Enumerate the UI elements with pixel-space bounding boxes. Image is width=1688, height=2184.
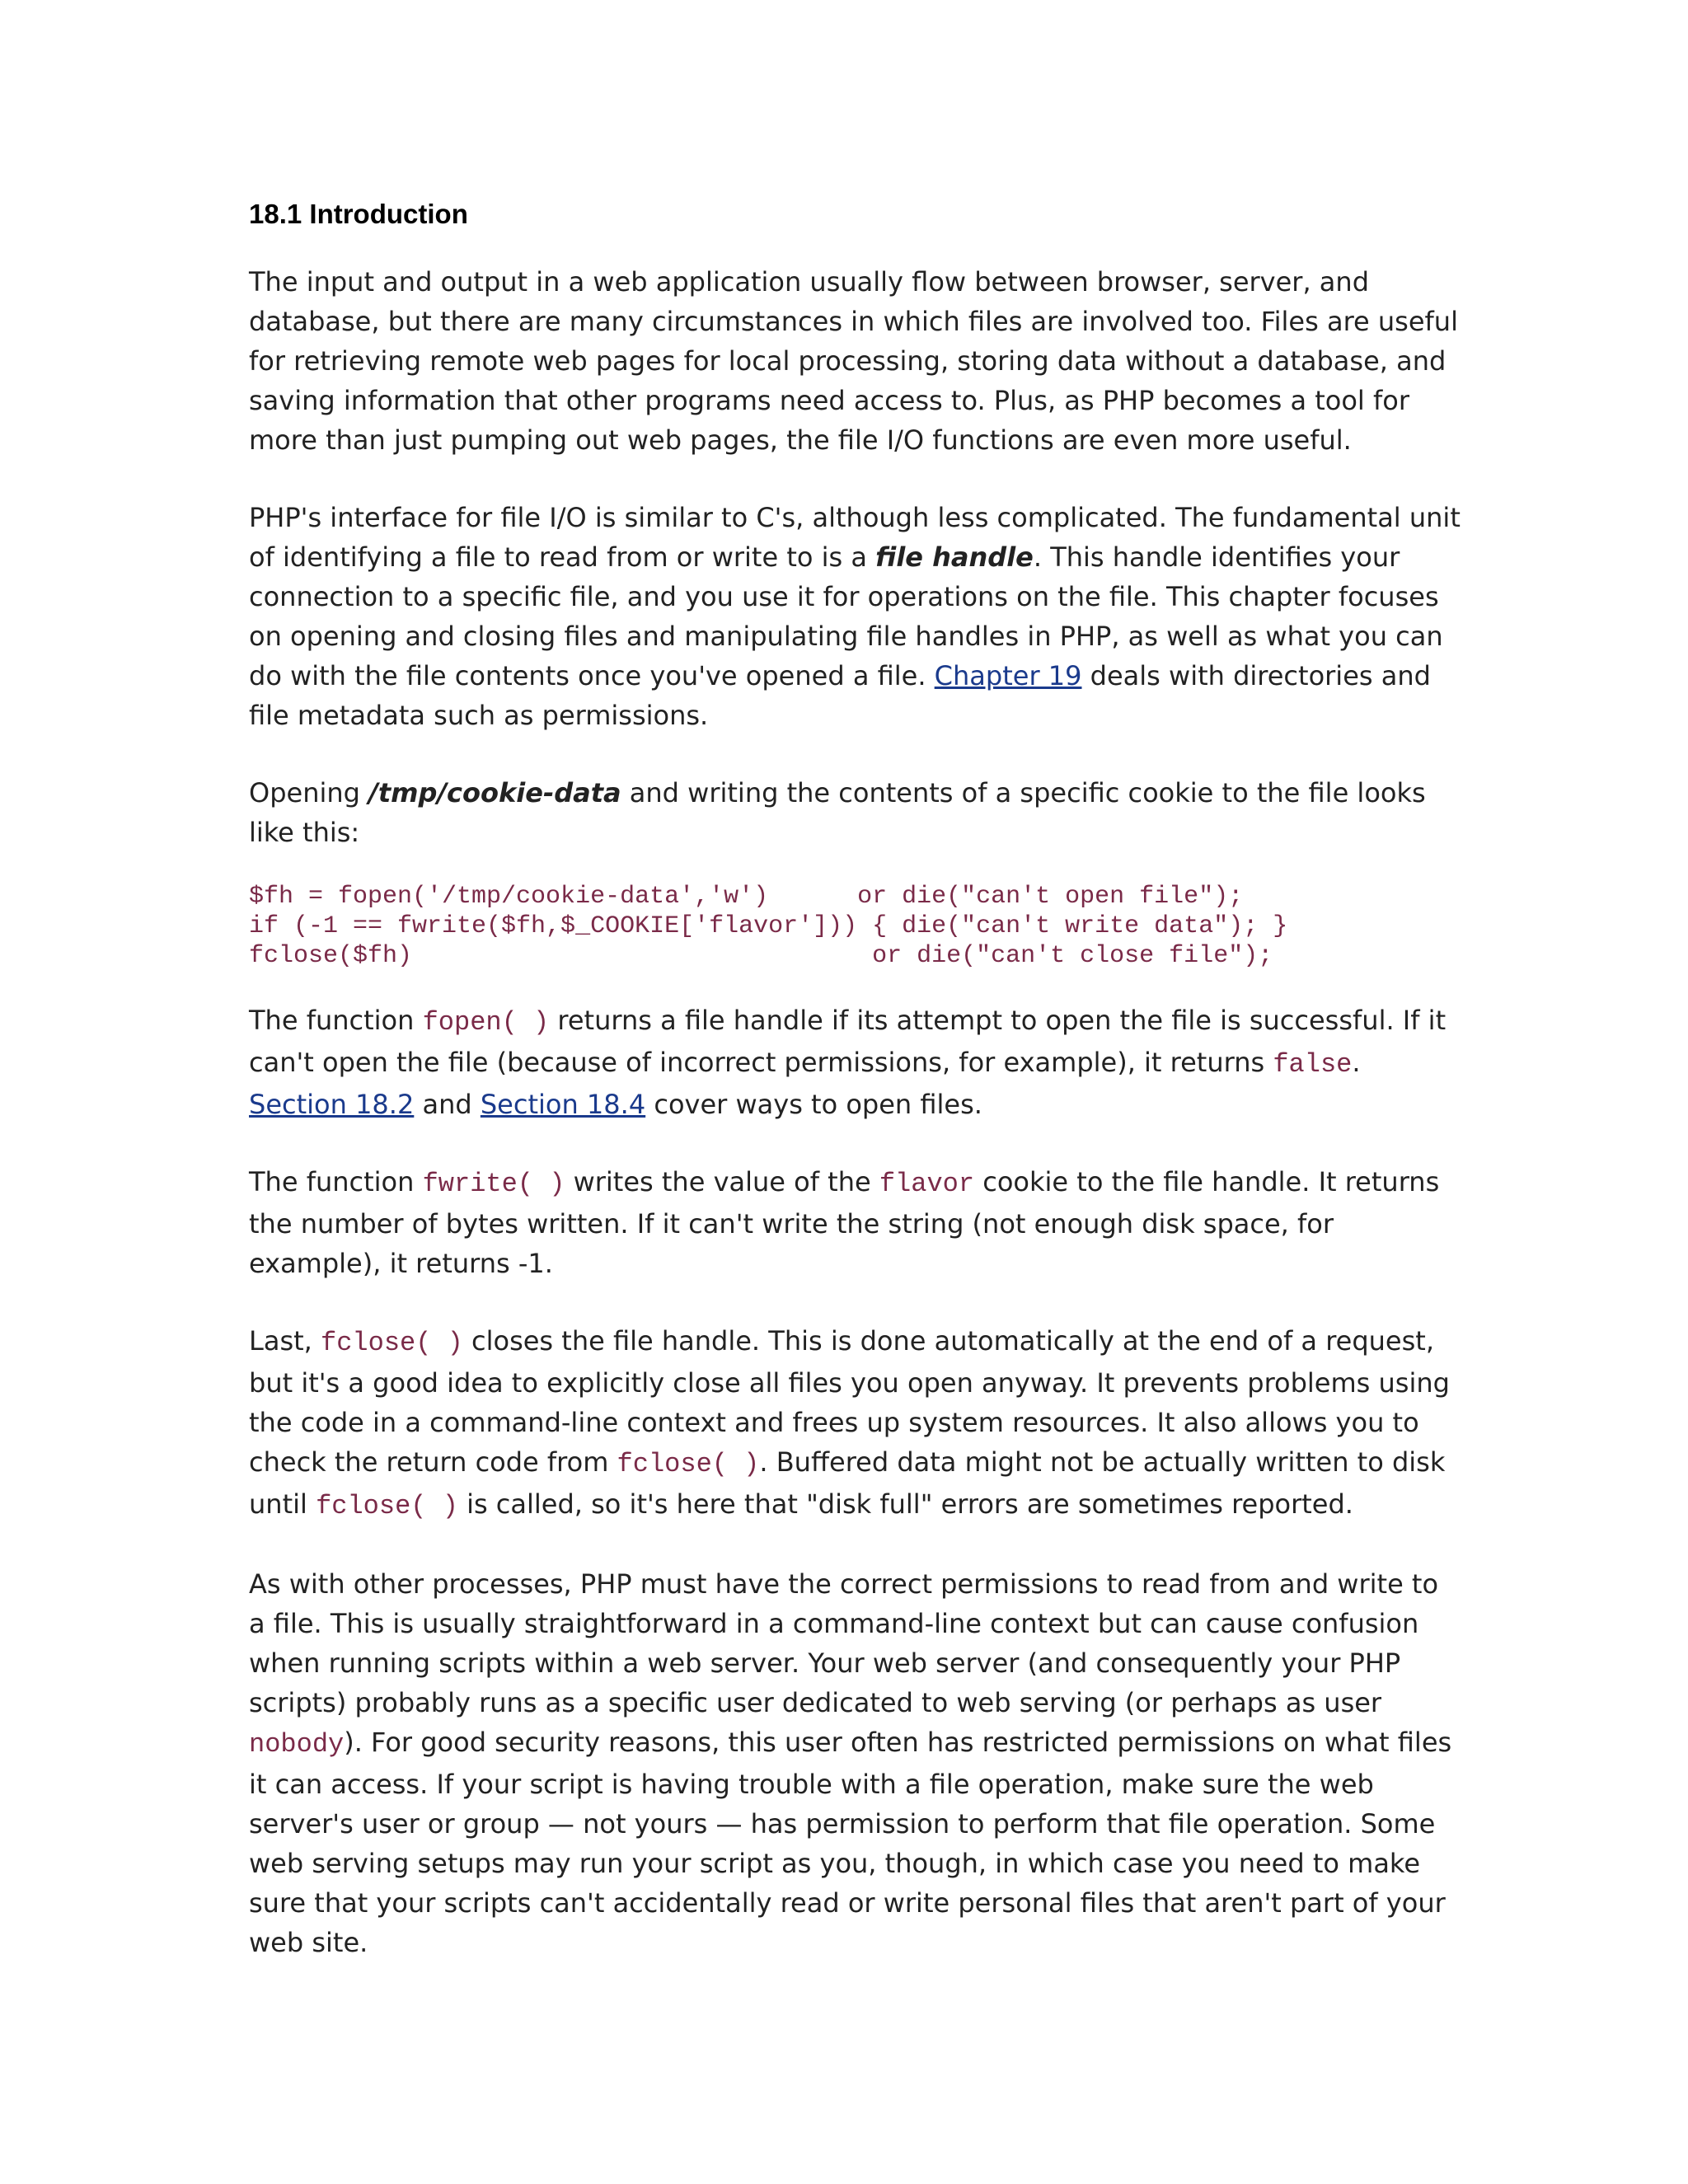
paragraph-file-handle [249,498,1461,735]
text: returns a file handle if its attempt to open the file is successful. If it can't open the file (because of incorrect permissions, for example), it returns [249,1005,1447,1078]
text: . [1352,1047,1361,1078]
paragraph-opening [249,773,1461,852]
code-line: if (-1 == fwrite($fh,$_COOKIE['flavor'])) { die("can't write data"); } [249,912,1288,940]
paragraph-permissions [249,1564,1461,1962]
code-fwrite: fwrite( ) [422,1169,565,1199]
document-page [249,196,1461,2000]
paragraph-fclose [249,1321,1461,1526]
text: and writing the contents of a specific cookie to the file looks like this: [249,777,1426,848]
code-fopen: fopen( ) [422,1007,550,1038]
text: is called, so it's here that "disk full" errors are sometimes reported. [457,1488,1353,1520]
code-fclose: fclose( ) [321,1328,463,1358]
paragraph-fopen [249,1001,1461,1124]
text: Last, [249,1325,321,1357]
paragraph-fwrite [249,1162,1461,1283]
text: closes the file handle. This is done automatically at the end of a request, but it's a good idea to explicitly close all files you open anyway. It prevents problems using the code in a command-line context and frees up system resources. It also allows you to check the return code from [249,1325,1450,1478]
text: deals with directories and file metadata such as permissions. [249,660,1431,731]
text: and [414,1089,481,1120]
text: cookie to the file handle. It returns the number of bytes written. If it can't write the string (not enough disk space, for example), it returns -1. [249,1166,1440,1279]
link-section-18-2[interactable]: Section 18.2 [249,1089,415,1120]
code-line: fclose($fh) or die("can't close file"); [249,942,1273,970]
path-tmp-cookie-data: /tmp/cookie-data [368,777,621,808]
text: . This handle identifies your connection to a specific file, and you use it for operations on the file. This chapter focuses on opening and closing files and manipulating file handles in PHP, as well as what you can do with the file contents once you've opened a file. [249,541,1443,691]
code-fclose: fclose( ) [316,1491,458,1521]
text: As with other processes, PHP must have the correct permissions to read from and write to a file. This is usually straightforward in a command-line context but can cause confusion when running scripts within a web server. Your web server (and consequently your PHP scripts) probably runs as a specific user dedicated to web serving (or perhaps as user [249,1568,1439,1718]
code-fclose: fclose( ) [617,1449,760,1479]
code-flavor: flavor [879,1169,975,1199]
code-block [249,882,1461,971]
code-false: false [1273,1049,1353,1080]
term-file-handle: file handle [875,541,1034,573]
link-chapter-19[interactable]: Chapter 19 [934,660,1082,691]
code-line: $fh = fopen('/tmp/cookie-data','w') or die("can't open file"); [249,883,1244,911]
code-nobody: nobody [249,1729,345,1760]
text: ). For good security reasons, this user often has restricted permissions on what files it can access. If your script is having trouble with a file operation, make sure the web server's user or group — not yours — has permission to perform that file operation. Some web serving setups may run your script as you, though, in which case you need to make sure that your scripts can't accidentally read or write personal files that aren't part of your web site. [249,1727,1452,1958]
paragraph-intro: The input and output in a web application usually flow between browser, server, and database, but there are many circumstances in which files are involved too. Files are useful for retrieving remote web pages for local processing, storing data without a database, and saving information that other programs need access to. Plus, as PHP becomes a tool for more than just pumping out web pages, the file I/O functions are even more useful. [249,266,1458,456]
text: writes the value of the [565,1166,879,1197]
section-heading: 18.1 Introduction [249,199,468,229]
text: The function [249,1166,423,1197]
link-section-18-4[interactable]: Section 18.4 [480,1089,646,1120]
text: cover ways to open files. [645,1089,982,1120]
text: Opening [249,777,369,808]
text: . Buffered data might not be actually written to disk until [249,1446,1446,1520]
text: The function [249,1005,423,1036]
text: PHP's interface for file I/O is similar to C's, although less complicated. The fundamental unit of identifying a file to read from or write to is a [249,502,1461,573]
